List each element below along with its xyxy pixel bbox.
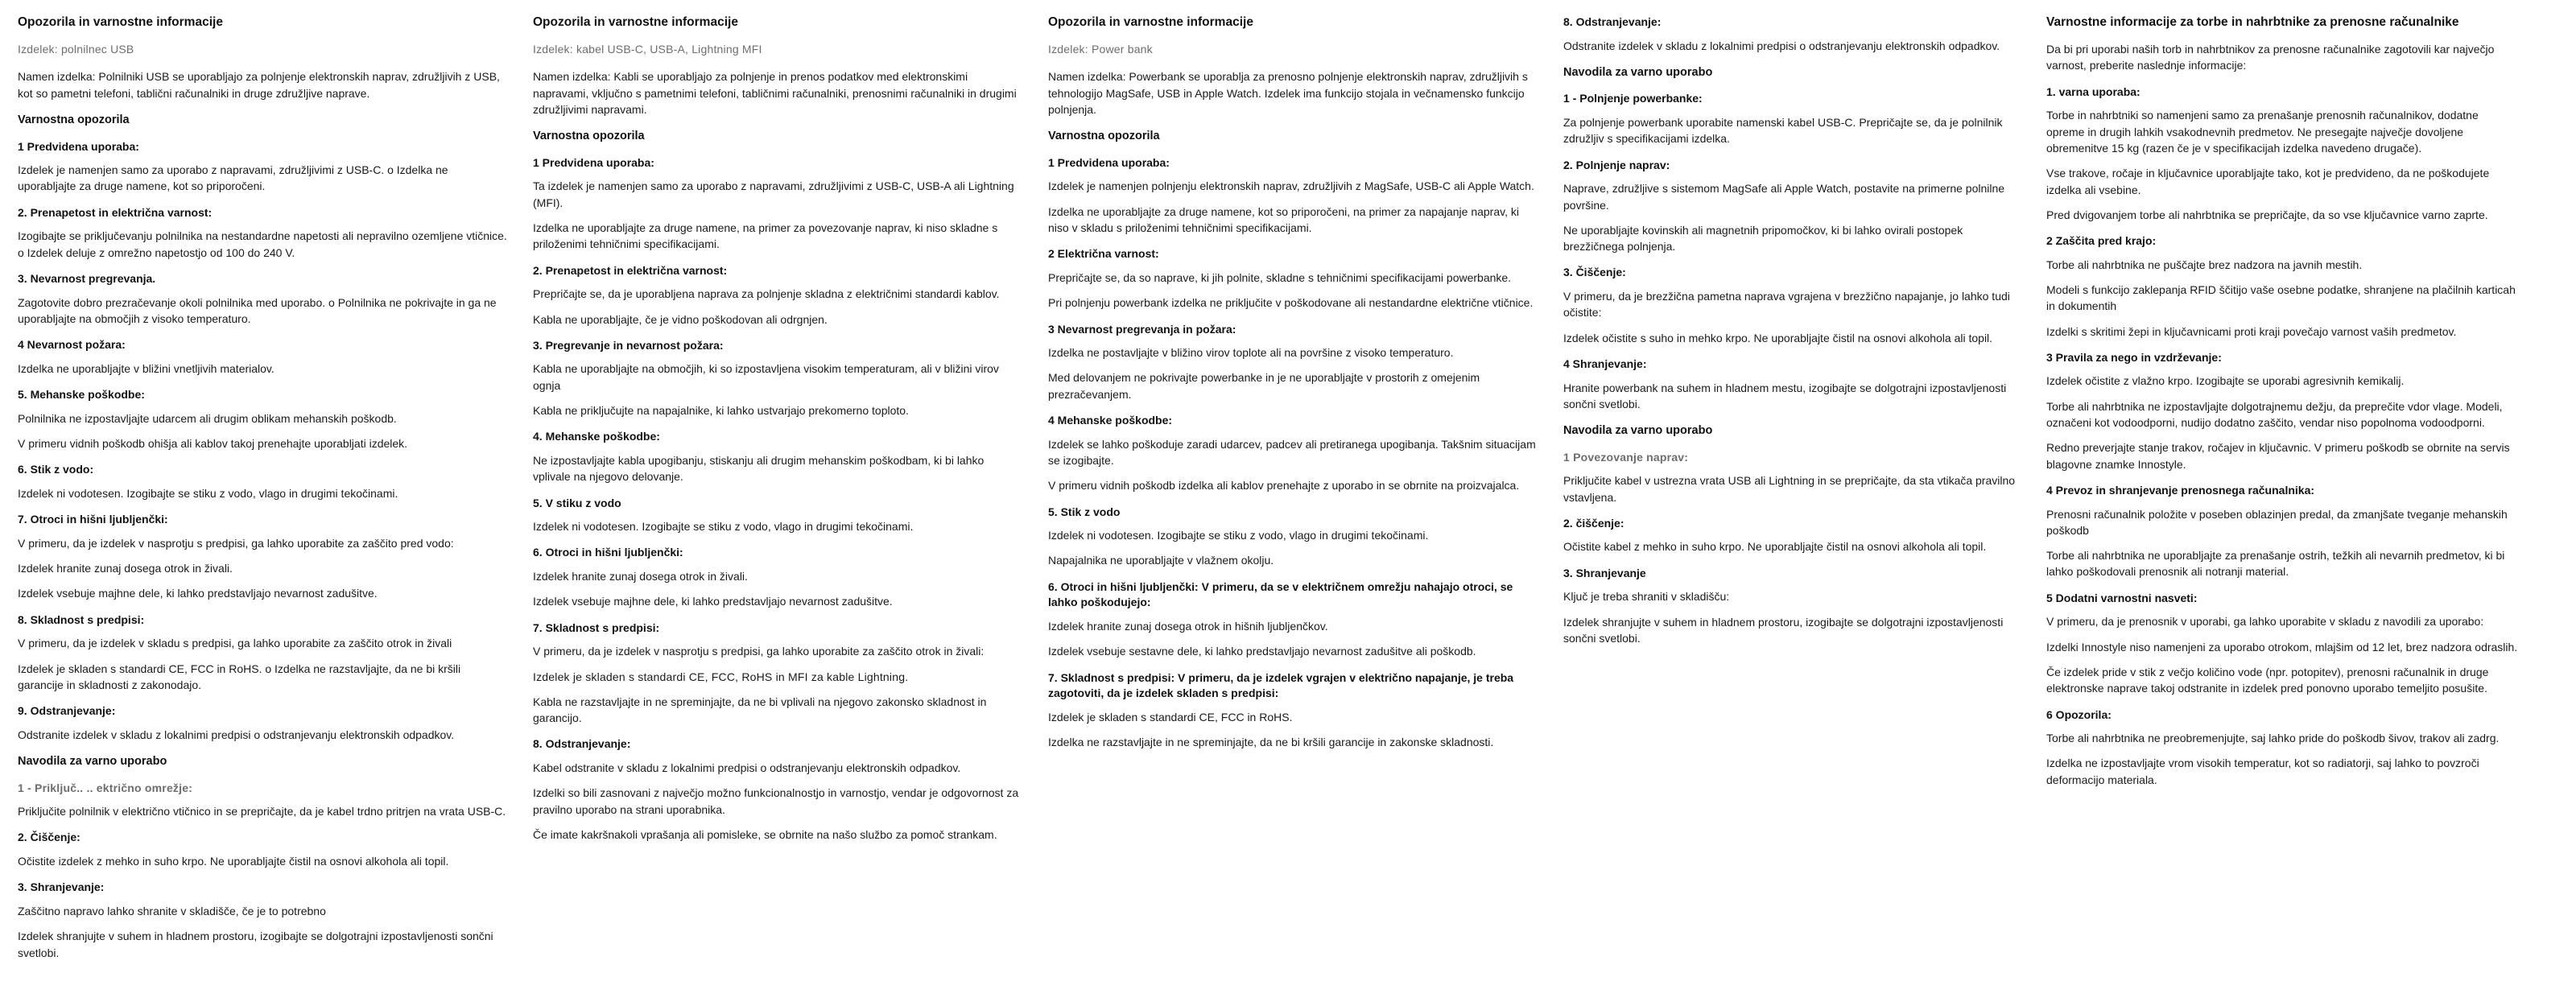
- product-lead: Izdelek: kabel USB-C, USB-A, Lightning MFI: [533, 43, 762, 56]
- paragraph: Izdelek ni vodotesen. Izogibajte se stiku z vodo, vlago in drugimi tekočinami.: [533, 520, 914, 534]
- paragraph: Odstranite izdelek v skladu z lokalnimi predpisi o odstranjevanju elektronskih odpadkov.: [18, 728, 455, 741]
- column-body: [1048, 68, 1538, 750]
- heading: 1 - Priključ.. .. ektrično omrežje:: [18, 781, 193, 794]
- heading: 8. Odstranjevanje:: [533, 737, 631, 751]
- heading: 2. Prenapetost in električna varnost:: [533, 263, 728, 277]
- heading: 6 Opozorila:: [2046, 707, 2112, 721]
- paragraph: Izdelki so bili zasnovani z največjo možno funkcionalnostjo in varnostjo, vendar je odgovornost za pravilno uporabo na strani uporabnika.: [533, 786, 1019, 816]
- paragraph: Odstranite izdelek v skladu z lokalnimi predpisi o odstranjevanju elektronskih odpadkov.: [1563, 39, 2000, 52]
- paragraph: Očistite izdelek z mehko in suho krpo. Ne uporabljajte čistil na osnovi alkohola ali topil.: [18, 855, 449, 868]
- heading: 4 Mehanske poškodbe:: [1048, 414, 1173, 427]
- paragraph: Izdelka ne razstavljajte in ne spreminjajte, da ne bi kršili garancije in zakonske skladnosti.: [1048, 735, 1494, 748]
- paragraph: Zaščitno napravo lahko shranite v skladišče, če je to potrebno: [18, 904, 326, 917]
- paragraph: Ne izpostavljajte kabla upogibanju, stiskanju ali drugim mehanskim poškodbam, ki bi lahko vplivale na njegovo delovanje.: [533, 453, 985, 484]
- heading: 9. Odstranjevanje:: [18, 704, 116, 718]
- column-powerbank-continued: [1558, 14, 2041, 646]
- paragraph: Če imate kakršnakoli vprašanja ali pomisleke, se obrnite na našo službo za pomoč strankam.: [533, 827, 997, 841]
- paragraph: Torbe ali nahrbtnika ne preobremenjujte, saj lahko pride do poškodb šivov, trakov ali zadrg.: [2046, 732, 2500, 745]
- paragraph: V primeru, da je izdelek v nasprotju s predpisi, ga lahko uporabite za zaščito otrok in živali:: [533, 645, 985, 658]
- paragraph: Kabla ne uporabljajte, če je vidno poškodovan ali odrgnjen.: [533, 312, 828, 326]
- paragraph: Izdelek shranjujte v suhem in hladnem prostoru, izogibajte se dolgotrajni izpostavljenosti sončni svetlobi.: [18, 930, 493, 959]
- paragraph: Izdelek je namenjen polnjenju elektronskih naprav, združljivih z MagSafe, USB-C ali Apple Watch.: [1048, 179, 1534, 193]
- heading: 7. Skladnost s predpisi: V primeru, da je izdelek vgrajen v električno napajanje, je treba zagotoviti, da je izdelek skladen s predpisi:: [1048, 670, 1514, 700]
- heading: 3. Shranjevanje:: [18, 880, 105, 894]
- paragraph: Napajalnika ne uporabljajte v vlažnem okolju.: [1048, 554, 1274, 567]
- heading: 4. Mehanske poškodbe:: [533, 430, 660, 443]
- heading: 2. čiščenje:: [1563, 516, 1624, 530]
- paragraph: Modeli s funkcijo zaklepanja RFID ščitijo vaše osebne podatke, shranjene na plačilnih karticah in dokumentih: [2046, 283, 2516, 313]
- column-body: [2046, 41, 2520, 788]
- paragraph: Izdelka ne uporabljajte v bližini vnetljivih materialov.: [18, 361, 275, 375]
- heading: 1 Povezovanje naprav:: [1563, 450, 1689, 464]
- paragraph: Zagotovite dobro prezračevanje okoli polnilnika med uporabo. o Polnilnika ne pokrivajte in ga ne uporabljajte na območjih z visoko temperaturo.: [18, 295, 497, 325]
- paragraph: Izdelek vsebuje sestavne dele, ki lahko predstavljajo nevarnost zadušitve ali poškodb.: [1048, 645, 1476, 658]
- heading: 2. Prenapetost in električna varnost:: [18, 205, 213, 219]
- section-title: Varnostne informacije za torbe in nahrbtnike za prenosne računalnike: [2046, 15, 2459, 29]
- heading: 1 - Polnjenje powerbanke:: [1563, 92, 1703, 105]
- heading: 3. Čiščenje:: [1563, 266, 1626, 279]
- paragraph: Priključite kabel v ustrezna vrata USB ali Lightning in se prepričajte, da sta vtikača pravilno vstavljena.: [1563, 474, 2016, 504]
- heading: 3. Pregrevanje in nevarnost požara:: [533, 338, 724, 352]
- paragraph: V primeru vidnih poškodb ohišja ali kablov takoj prenehajte uporabljati izdelek.: [18, 436, 408, 450]
- column-bags: [2041, 14, 2541, 788]
- paragraph: Prenosni računalnik položite v poseben oblazinjen predal, da zmanjšate tveganje mehanskih poškodb: [2046, 507, 2508, 537]
- column-charger: [13, 14, 528, 961]
- paragraph: Pred dvigovanjem torbe ali nahrbtnika se prepričajte, da so vse ključavnice varno zaprte.: [2046, 208, 2488, 221]
- heading: Varnostna opozorila: [18, 113, 130, 127]
- paragraph: Izdelek vsebuje majhne dele, ki lahko predstavljajo nevarnost zadušitve.: [533, 595, 893, 608]
- paragraph: Kabel odstranite v skladu z lokalnimi predpisi o odstranjevanju elektronskih odpadkov.: [533, 761, 961, 774]
- heading: 2 Zaščita pred krajo:: [2046, 234, 2157, 248]
- heading: 8. Odstranjevanje:: [1563, 15, 1662, 28]
- paragraph: Polnilnika ne izpostavljajte udarcem ali drugim oblikam mehanskih poškodb.: [18, 411, 397, 425]
- paragraph: Izdelek ni vodotesen. Izogibajte se stiku z vodo, vlago in drugimi tekočinami.: [1048, 529, 1429, 542]
- paragraph: Prepričajte se, da je uporabljena naprava za polnjenje skladna z električnimi standardi kablov.: [533, 287, 1000, 301]
- section-title: Opozorila in varnostne informacije: [533, 15, 738, 29]
- paragraph: Izdelek je namenjen samo za uporabo z napravami, združljivimi z USB-C. o Izdelka ne uporabljajte za druge namene, kot so priporočeni.: [18, 163, 448, 193]
- paragraph: Izdelek je skladen s standardi CE, FCC, RoHS in MFI za kable Lightning.: [533, 670, 909, 683]
- paragraph: Kabla ne razstavljajte in ne spreminjajte, da ne bi vplivali na njegovo zakonsko skladnost in garancijo.: [533, 695, 987, 725]
- paragraph: Izogibajte se priključevanju polnilnika na nestandardne napetosti ali nepravilno ozemljene vtičnice. o Izdelek deluje z omrežno napetostjo od 100 do 240 V.: [18, 229, 507, 259]
- paragraph: Da bi pri uporabi naših torb in nahrbtnikov za prenosne računalnike zagotovili kar največjo varnost, preberite naslednje informacije:: [2046, 43, 2495, 72]
- paragraph: Izdelka ne uporabljajte za druge namene, kot so priporočeni, na primer za napajanje naprav, ki niso v skladu s priloženimi tehničnimi specifikacijami.: [1048, 204, 1519, 235]
- paragraph: Izdelek hranite zunaj dosega otrok in živali.: [533, 570, 748, 583]
- paragraph: Torbe in nahrbtniki so namenjeni samo za prenašanje prenosnih računalnikov, dodatne opreme in drugih lahkih vsakodnevnih predmetov. Ne presegajte največje dovoljene obremenitve 15 kg (razen če je v specifikacijah izdelka navedeno drugače).: [2046, 109, 2479, 155]
- paragraph: V primeru, da je prenosnik v uporabi, ga lahko uporabite v skladu z navodili za uporabo:: [2046, 615, 2484, 629]
- paragraph: Izdelek vsebuje majhne dele, ki lahko predstavljajo nevarnost zadušitve.: [18, 587, 378, 600]
- heading: 3 Pravila za nego in vzdrževanje:: [2046, 350, 2222, 364]
- paragraph: Kabla ne priključujte na napajalnike, ki lahko ustvarjajo prekomerno toploto.: [533, 404, 909, 418]
- heading: 5. V stiku z vodo: [533, 496, 621, 509]
- heading: 6. Otroci in hišni ljubljenčki: V primeru, da se v električnem omrežju nahajajo otroci, se lahko poškodujejo:: [1048, 579, 1513, 609]
- heading: 7. Otroci in hišni ljubljenčki:: [18, 513, 168, 526]
- paragraph: Ta izdelek je namenjen samo za uporabo z napravami, združljivimi z USB-C, USB-A ali Lightning (MFI).: [533, 179, 1014, 209]
- heading: Varnostna opozorila: [1048, 130, 1160, 143]
- heading: 1 Predvidena uporaba:: [533, 155, 654, 169]
- paragraph: Kabla ne uporabljajte na območjih, ki so izpostavljena visokim temperaturam, ali v bližini virov ognja: [533, 362, 999, 392]
- heading: Navodila za varno uporabo: [18, 754, 167, 768]
- column-powerbank: [1043, 14, 1558, 750]
- paragraph: Izdelek očistite s suho in mehko krpo. Ne uporabljajte čistil na osnovi alkohola ali topil.: [1563, 331, 1993, 344]
- paragraph: Izdelek je skladen s standardi CE, FCC in RoHS.: [1048, 710, 1293, 724]
- heading: 8. Skladnost s predpisi:: [18, 612, 145, 626]
- heading: 6. Otroci in hišni ljubljenčki:: [533, 546, 683, 559]
- paragraph: Očistite kabel z mehko in suho krpo. Ne uporabljajte čistil na osnovi alkohola ali topil.: [1563, 540, 1987, 554]
- column-body: [1563, 14, 2021, 646]
- paragraph: V primeru vidnih poškodb izdelka ali kablov prenehajte z uporabo in se obrnite na proizvajalca.: [1048, 479, 1520, 493]
- paragraph: Med delovanjem ne pokrivajte powerbanke in je ne uporabljajte v prostorih z omejenim prezračevanjem.: [1048, 371, 1480, 401]
- paragraph: Redno preverjajte stanje trakov, ročajev in ključavnic. V primeru poškodb se obrnite na servis blagovne znamke Innostyle.: [2046, 441, 2510, 471]
- paragraph: Pri polnjenju powerbank izdelka ne priključite v poškodovane ali nestandardne električne vtičnice.: [1048, 296, 1534, 310]
- section-title: Opozorila in varnostne informacije: [1048, 15, 1253, 29]
- heading: 2. Čiščenje:: [18, 831, 80, 844]
- heading: Varnostna opozorila: [533, 130, 645, 143]
- paragraph: Prepričajte se, da so naprave, ki jih polnite, skladne s tehničnimi specifikacijami powerbanke.: [1048, 270, 1512, 284]
- heading: 2 Električna varnost:: [1048, 247, 1159, 261]
- product-lead: Izdelek: polnilnec USB: [18, 43, 134, 56]
- product-lead: Izdelek: Power bank: [1048, 43, 1153, 56]
- paragraph: Izdelek shranjujte v suhem in hladnem prostoru, izogibajte se dolgotrajni izpostavljenosti sončni svetlobi.: [1563, 615, 2004, 645]
- heading: 3 Nevarnost pregrevanja in požara:: [1048, 322, 1236, 336]
- paragraph: Izdelek hranite zunaj dosega otrok in hišnih ljubljenčkov.: [1048, 619, 1328, 633]
- paragraph: V primeru, da je brezžična pametna naprava vgrajena v brezžično napajanje, jo lahko tudi očistite:: [1563, 290, 2010, 320]
- paragraph: Za polnjenje powerbank uporabite namenski kabel USB-C. Prepričajte se, da je polnilnik združljiv s specifikacijami izdelka.: [1563, 116, 2003, 146]
- heading: 3. Shranjevanje: [1563, 566, 1646, 579]
- heading: 4 Shranjevanje:: [1563, 357, 1647, 370]
- paragraph: Vse trakove, ročaje in ključavnice uporabljajte tako, kot je predvideno, da ne poškodujete izdelka ali vsebine.: [2046, 167, 2490, 196]
- heading: 5 Dodatni varnostni nasveti:: [2046, 591, 2198, 604]
- paragraph: Hranite powerbank na suhem in hladnem mestu, izogibajte se dolgotrajni izpostavljenosti sončni svetlobi.: [1563, 381, 2007, 410]
- heading: 2. Polnjenje naprav:: [1563, 158, 1670, 171]
- heading: 1 Predvidena uporaba:: [1048, 155, 1170, 169]
- heading: 3. Nevarnost pregrevanja.: [18, 271, 156, 285]
- paragraph: V primeru, da je izdelek v skladu s predpisi, ga lahko uporabite za zaščito otrok in živali: [18, 637, 452, 650]
- heading: 1. varna uporaba:: [2046, 85, 2140, 98]
- heading: 7. Skladnost s predpisi:: [533, 621, 660, 634]
- paragraph: Ne uporabljajte kovinskih ali magnetnih pripomočkov, ki bi lahko ovirali postopek brezžičnega polnjenja.: [1563, 223, 1963, 254]
- paragraph: Torbe ali nahrbtnika ne izpostavljajte dolgotrajnemu dežju, da preprečite vdor vlage. Modeli, označeni kot vodoodporni, nudijo dodatno zaščito, vendar niso popolnoma vodoodporni.: [2046, 399, 2503, 430]
- paragraph: Izdelek hranite zunaj dosega otrok in živali.: [18, 562, 233, 575]
- paragraph: Priključite polnilnik v električno vtičnico in se prepričajte, da je kabel trdno pritrjen na vrata USB-C.: [18, 805, 506, 818]
- heading: 6. Stik z vodo:: [18, 463, 94, 476]
- paragraph: Izdelki s skritimi žepi in ključavnicami proti kraji povečajo varnost vaših predmetov.: [2046, 324, 2457, 338]
- section-title: Opozorila in varnostne informacije: [18, 15, 223, 29]
- heading: 5. Mehanske poškodbe:: [18, 388, 145, 402]
- heading: 1 Predvidena uporaba:: [18, 139, 139, 153]
- paragraph: Torbe ali nahrbtnika ne uporabljajte za prenašanje ostrih, težkih ali nevarnih predmetov, ki bi lahko poškodovali prenosnik ali notranji material.: [2046, 549, 2505, 579]
- paragraph: Torbe ali nahrbtnika ne puščajte brez nadzora na javnih mestih.: [2046, 258, 2363, 271]
- paragraph: V primeru, da je izdelek v nasprotju s predpisi, ga lahko uporabite za zaščito pred vodo:: [18, 536, 454, 550]
- paragraph: Izdelka ne postavljajte v bližino virov toplote ali na površine z visoko temperaturo.: [1048, 346, 1454, 360]
- paragraph: Izdelek se lahko poškoduje zaradi udarcev, padcev ali pretiranega upogibanja. Takšnim situacijam se izogibajte.: [1048, 437, 1536, 467]
- heading: Navodila za varno uporabo: [1563, 65, 1713, 79]
- paragraph: Namen izdelka: Kabli se uporabljajo za polnjenje in prenos podatkov med elektronskimi napravami, vključno s pametnimi telefoni, tabličnimi računalniki, prenosnimi računalniki in drugimi združljivimi napravami.: [533, 70, 1017, 117]
- paragraph: Če izdelek pride v stik z večjo količino vode (npr. potopitev), prenosni računalnik in druge elektronske naprave takoj odstranite in izdelek pred ponovno uporabo temeljito posušite.: [2046, 665, 2489, 695]
- paragraph: Izdelka ne izpostavljajte vrom visokih temperatur, kot so radiatorji, saj lahko to povzroči deformacijo materiala.: [2046, 757, 2479, 786]
- paragraph: Namen izdelka: Powerbank se uporablja za prenosno polnjenje elektronskih naprav, združljivih s tehnologijo MagSafe, USB in Apple Watch. Izdelek ima funkcijo stojala in večnamensko funkcijo polnjenja.: [1048, 70, 1528, 117]
- paragraph: Izdelek je skladen s standardi CE, FCC in RoHS. o Izdelka ne razstavljajte, da ne bi kršili garancije in skladnosti z zakonodajo.: [18, 662, 461, 691]
- paragraph: Ključ je treba shraniti v skladišču:: [1563, 590, 1730, 604]
- paragraph: Izdelka ne uporabljajte za druge namene, na primer za povezovanje naprav, ki niso skladne s priloženimi tehničnimi specifikacijami.: [533, 221, 998, 251]
- paragraph: Izdelek očistite z vlažno krpo. Izogibajte se uporabi agresivnih kemikalij.: [2046, 374, 2405, 388]
- heading: Navodila za varno uporabo: [1563, 424, 1713, 438]
- paragraph: Izdelki Innostyle niso namenjeni za uporabo otrokom, mlajšim od 12 let, brez nadzora odraslih.: [2046, 640, 2518, 653]
- heading: 4 Nevarnost požara:: [18, 338, 126, 352]
- paragraph: Namen izdelka: Polnilniki USB se uporabljajo za polnjenje elektronskih naprav, združljivih z USB, kot so pametni telefoni, tablični računalniki in druge združljive naprave.: [18, 70, 500, 100]
- column-cable: [528, 14, 1043, 843]
- heading: 4 Prevoz in shranjevanje prenosnega računalnika:: [2046, 483, 2315, 497]
- column-body: [18, 68, 507, 960]
- paragraph: Naprave, združljive s sistemom MagSafe ali Apple Watch, postavite na primerne polnilne površine.: [1563, 182, 2005, 212]
- heading: 5. Stik z vodo: [1048, 505, 1121, 518]
- paragraph: Izdelek ni vodotesen. Izogibajte se stiku z vodo, vlago in drugimi tekočinami.: [18, 486, 398, 500]
- column-body: [533, 68, 1022, 843]
